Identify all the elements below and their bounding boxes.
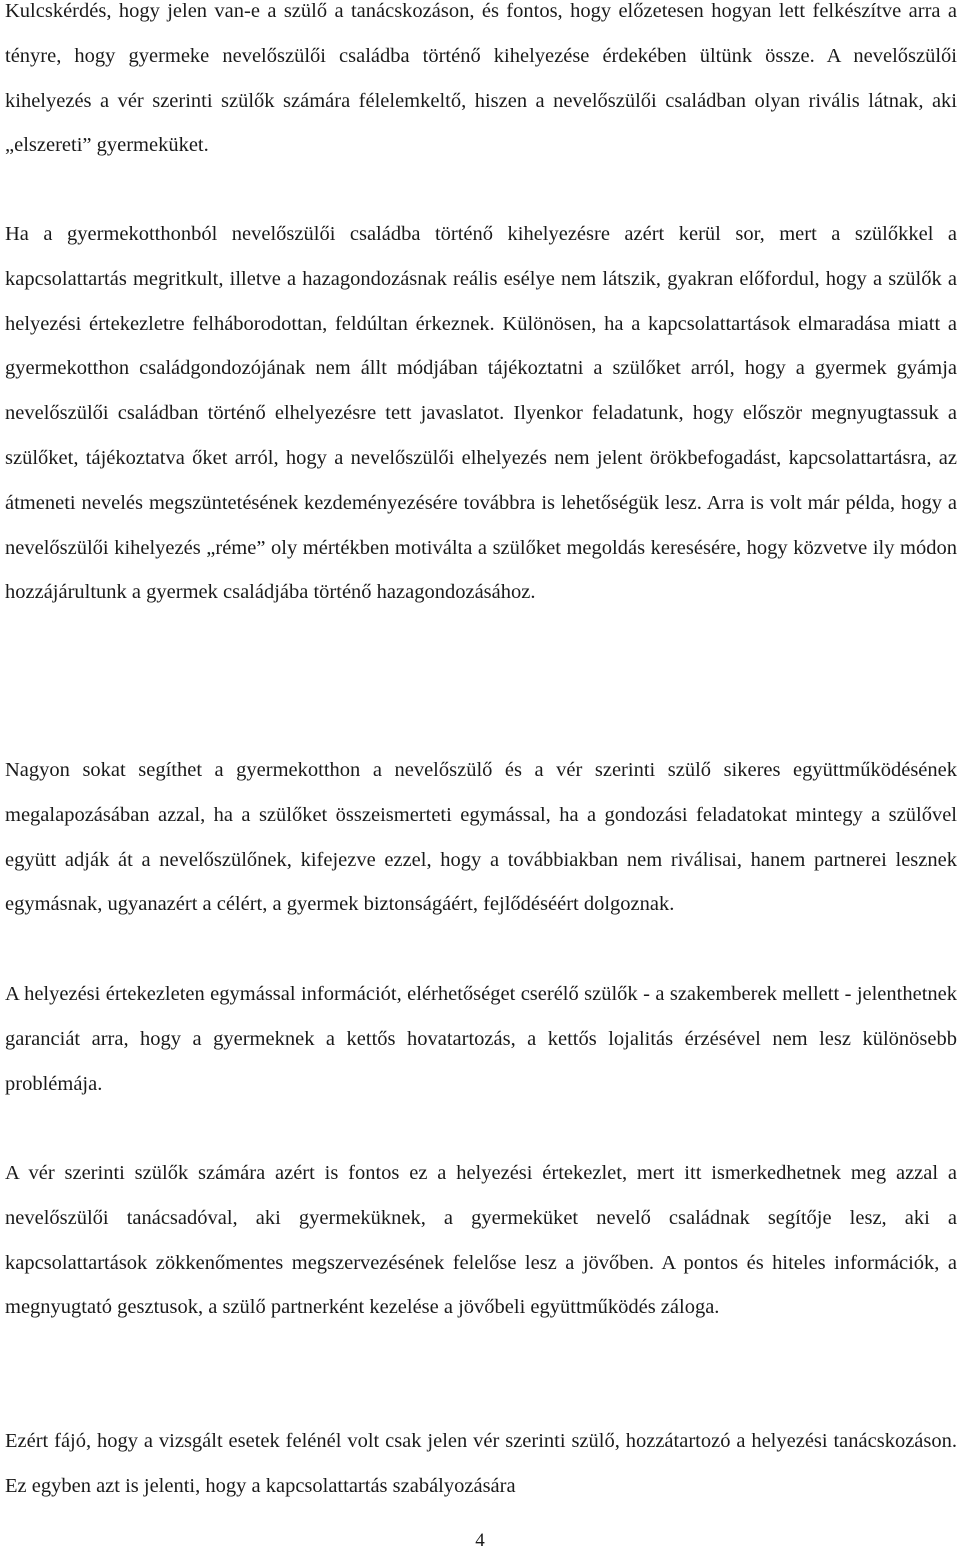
paragraph-2: Ha a gyermekotthonból nevelőszülői családba történő kihelyezésre azért kerül sor, mert a szülőkkel a kapcsolattartás megritkult, illetve a hazagondozásnak reális esélye nem látszik, gyakran előfordul, hogy a szülők a helyezési értekezletre felháborodottan, feldúltan érkeznek. Különösen, ha a kapcsolattartások elmaradása miatt a gyermekotthon családgondozójának nem állt módjában tájékoztatni a szülőket arról, hogy a gyermek gyámja nevelőszülői családban történő elhelyezésre tett javaslatot. Ilyenkor feladatunk, hogy először megnyugtassuk a szülőket, tájékoztatva őket arról, hogy a nevelőszülői elhelyezés nem jelent örökbefogadást, kapcsolattartásra, az átmeneti nevelés megszüntetésének kezdeményezésére továbbra is lehetőségük lesz. Arra is volt már példa, hogy a nevelőszülői kihelyezés „réme” oly mértékben motiválta a szülőket megoldás keresésére, hogy közvetve ily módon hozzájárultunk a gyermek családjába történő hazagondozásához.	[5, 223, 957, 604]
paragraph-6: Ezért fájó, hogy a vizsgált esetek felénél volt csak jelen vér szerinti szülő, hozzátartozó a helyezési tanácskozáson. Ez egyben azt is jelenti, hogy a kapcsolattartás szabályozására	[5, 1430, 957, 1497]
paragraph-4: A helyezési értekezleten egymással információt, elérhetőséget cserélő szülők - a szakemberek mellett - jelenthetnek garanciát arra, hogy a gyermeknek a kettős hovatartozás, a kettős lojalitás érzésével nem lesz különösebb problémája.	[5, 983, 957, 1095]
paragraph-1: Kulcskérdés, hogy jelen van-e a szülő a tanácskozáson, és fontos, hogy előzetesen hogyan lett felkészítve arra a tényre, hogy gyermeke nevelőszülői családba történő kihelyezése érdekében ültünk össze. A nevelőszülői kihelyezés a vér szerinti szülők számára félelemkeltő, hiszen a nevelőszülői családban olyan rivális látnak, aki „elszereti” gyermeküket.	[5, 0, 957, 157]
paragraph-5: A vér szerinti szülők számára azért is fontos ez a helyezési értekezlet, mert itt ismerkedhetnek meg azzal a nevelőszülői tanácsadóval, aki gyermeküknek, a gyermeküket nevelő családnak segítője lesz, aki a kapcsolattartások zökkenőmentes megszervezésének felelőse lesz a jövőben. A pontos és hiteles információk, a megnyugtató gesztusok, a szülő partnerként kezelése a jövőbeli együttműködés záloga.	[5, 1162, 957, 1319]
paragraph-3: Nagyon sokat segíthet a gyermekotthon a nevelőszülő és a vér szerinti szülő sikeres együttműködésének megalapozásában azzal, ha a szülőket összeismerteti egymással, ha a gondozási feladatokat mintegy a szülővel együtt adják át a nevelőszülőnek, kifejezve ezzel, hogy a továbbiakban nem riválisai, hanem partnerei lesznek egymásnak, ugyanazért a célért, a gyermek biztonságáért, fejlődéséért dolgoznak.	[5, 759, 957, 916]
page-number: 4	[475, 1530, 485, 1551]
